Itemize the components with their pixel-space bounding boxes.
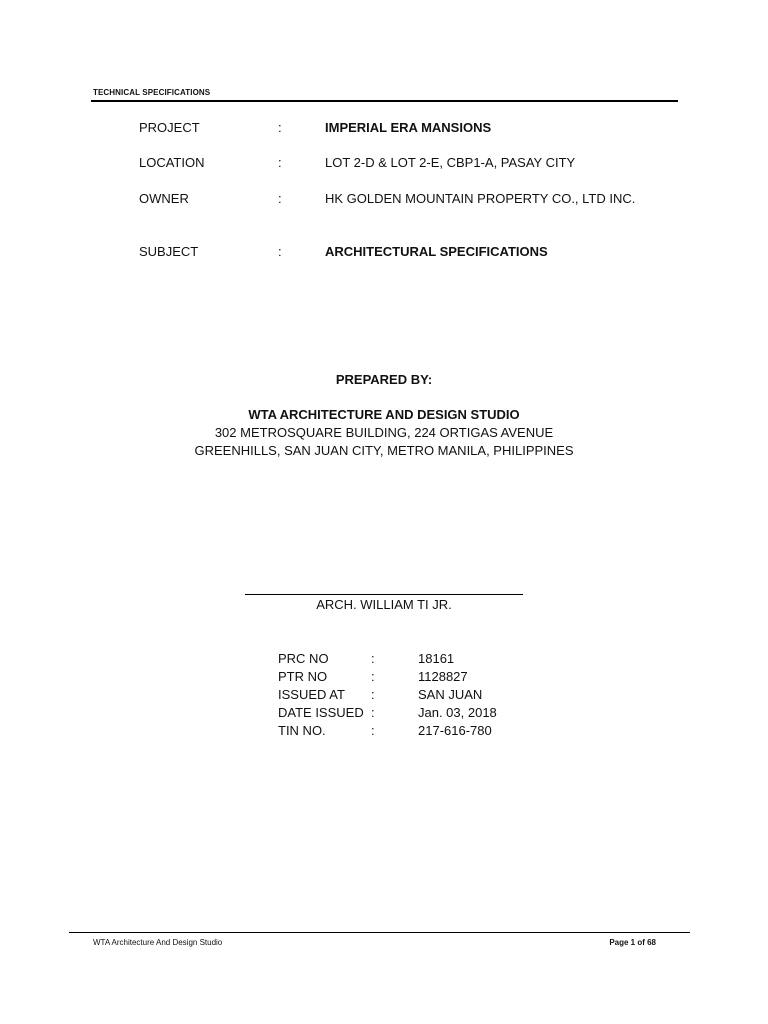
date-issued-value: Jan. 03, 2018 (418, 705, 497, 720)
location-value: LOT 2-D & LOT 2-E, CBP1-A, PASAY CITY (325, 155, 576, 170)
tin-label: TIN NO. (278, 723, 326, 738)
prc-colon: : (371, 651, 375, 666)
firm-address-line1: 302 METROSQUARE BUILDING, 224 ORTIGAS AVENUE (214, 425, 554, 440)
credential-row-date-issued (278, 704, 578, 722)
location-colon: : (278, 155, 282, 170)
project-value: IMPERIAL ERA MANSIONS (325, 120, 492, 135)
subject-label: SUBJECT (139, 244, 199, 259)
credential-row-ptr (278, 668, 578, 686)
project-colon: : (278, 120, 282, 135)
firm-name: WTA ARCHITECTURE AND DESIGN STUDIO (248, 407, 520, 422)
location-label: LOCATION (139, 155, 205, 170)
issued-at-colon: : (371, 687, 375, 702)
tin-value: 217-616-780 (418, 723, 492, 738)
issued-at-value: SAN JUAN (418, 687, 483, 702)
info-row-subject (139, 243, 699, 261)
project-label: PROJECT (139, 120, 200, 135)
prepared-by-heading: PREPARED BY: (335, 372, 433, 387)
credential-row-prc (278, 650, 578, 668)
footer-divider (69, 932, 690, 933)
issued-at-label: ISSUED AT (278, 687, 345, 702)
owner-colon: : (278, 191, 282, 206)
signature-line (245, 594, 523, 595)
credential-row-issued-at (278, 686, 578, 704)
header-divider (91, 100, 678, 102)
owner-label: OWNER (139, 191, 189, 206)
document-header-title: TECHNICAL SPECIFICATIONS (93, 88, 211, 97)
date-issued-label: DATE ISSUED (278, 705, 364, 720)
subject-value: ARCHITECTURAL SPECIFICATIONS (325, 244, 548, 259)
prc-label: PRC NO (278, 651, 329, 666)
ptr-value: 1128827 (418, 669, 468, 684)
credential-row-tin (278, 722, 578, 740)
info-row-location (139, 154, 699, 172)
subject-colon: : (278, 244, 282, 259)
page-number: Page 1 of 68 (609, 938, 656, 947)
owner-value: HK GOLDEN MOUNTAIN PROPERTY CO., LTD INC. (325, 191, 636, 206)
tin-colon: : (371, 723, 375, 738)
ptr-colon: : (371, 669, 375, 684)
footer-firm-name: WTA Architecture And Design Studio (93, 938, 223, 947)
prc-value: 18161 (418, 651, 455, 666)
ptr-label: PTR NO (278, 669, 328, 684)
date-issued-colon: : (371, 705, 375, 720)
info-row-owner (139, 190, 699, 208)
signatory-name: ARCH. WILLIAM TI JR. (316, 597, 452, 612)
firm-address-line2: GREENHILLS, SAN JUAN CITY, METRO MANILA, PHILIPPINES (194, 443, 574, 458)
info-row-project (139, 119, 699, 137)
